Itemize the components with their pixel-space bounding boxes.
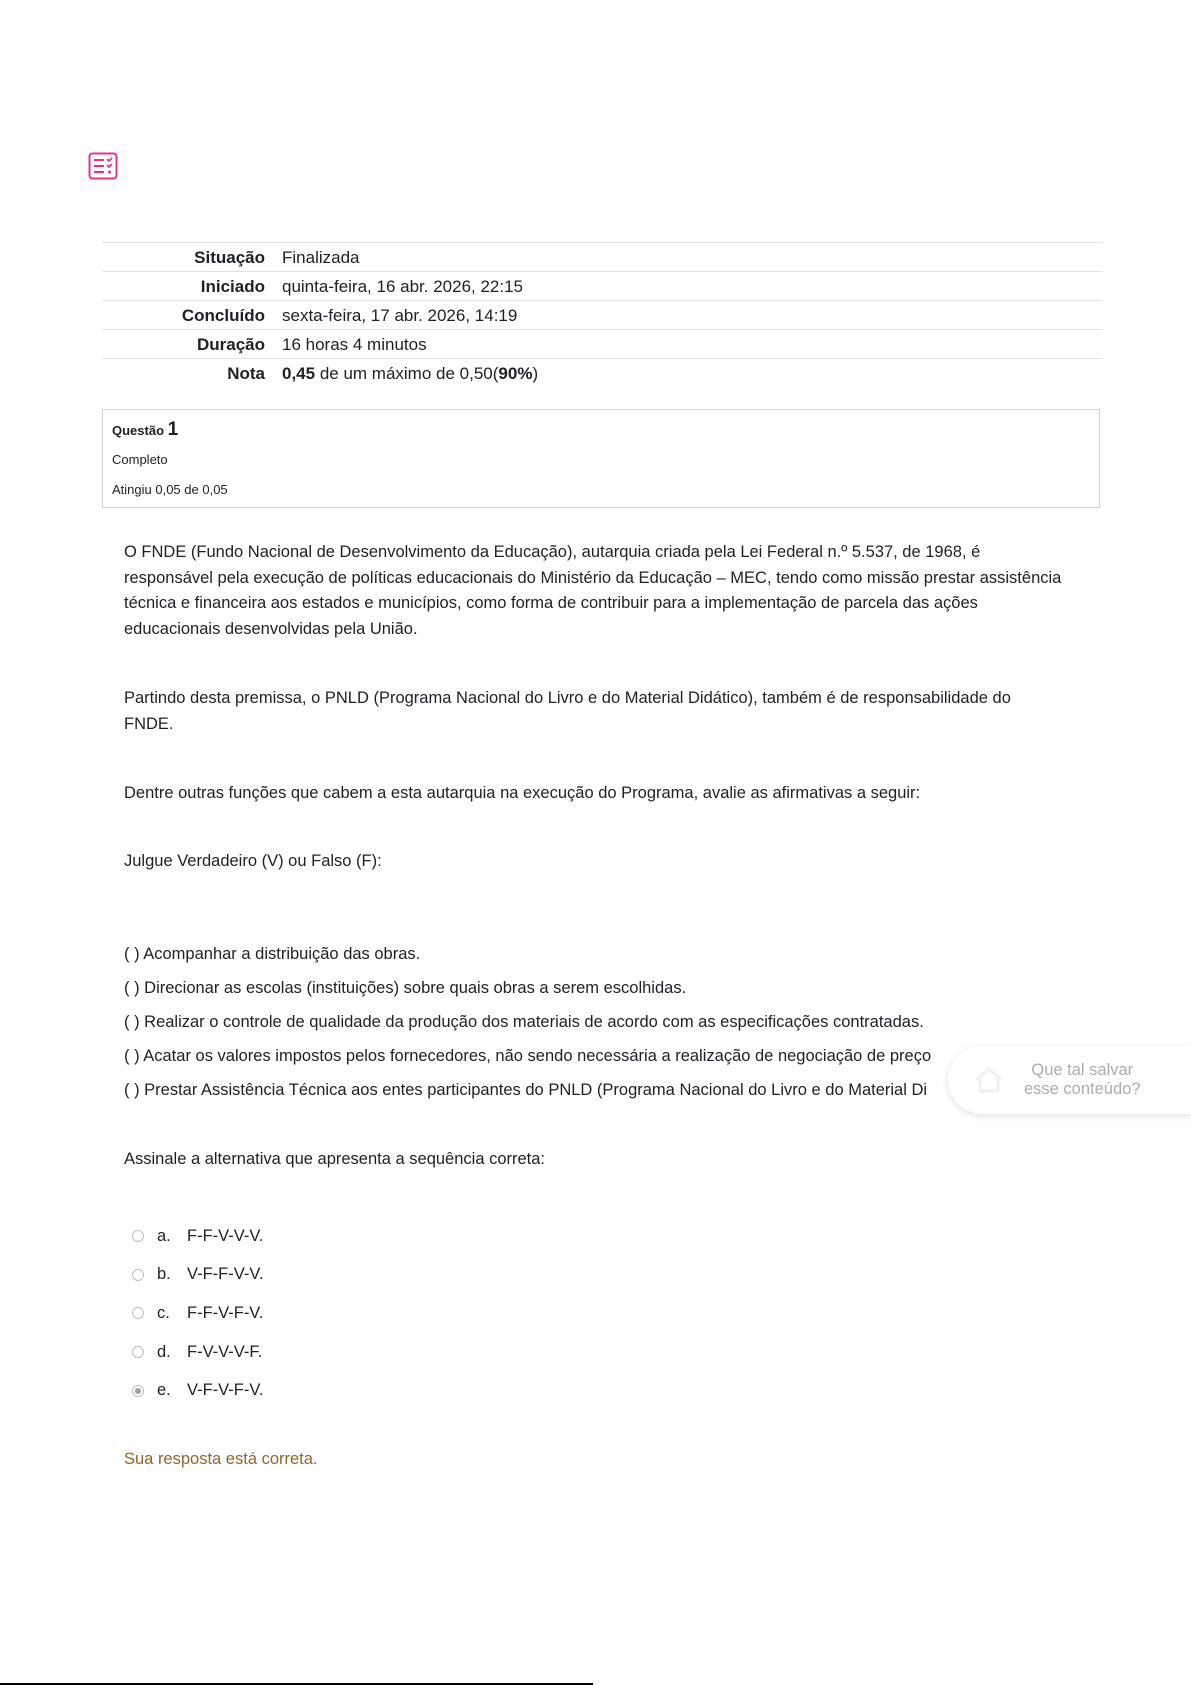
option-text: F-V-V-V-F. <box>187 1342 263 1361</box>
question-paragraph: Julgue Verdadeiro (V) ou Falso (F): <box>124 851 382 870</box>
statement-item: ( ) Prestar Assistência Técnica aos entes participantes do PNLD (Programa Nacional do Livro e do Material Di <box>124 1081 928 1099</box>
question-info-box <box>102 409 1100 508</box>
question-mark: Atingiu 0,05 de 0,05 <box>112 482 228 497</box>
radio-button[interactable] <box>132 1230 144 1242</box>
option-text: V-F-F-V-V. <box>187 1265 264 1284</box>
radio-button[interactable] <box>132 1269 144 1281</box>
question-number-value: 1 <box>167 419 179 440</box>
question-number <box>112 418 1090 442</box>
save-popup-text <box>1024 1061 1141 1099</box>
answer-option-e[interactable] <box>132 1371 263 1410</box>
radio-button[interactable] <box>132 1346 144 1358</box>
option-letter: a. <box>157 1226 171 1245</box>
option-letter: e. <box>157 1381 171 1400</box>
answer-options <box>132 1217 263 1410</box>
answer-option-b[interactable] <box>132 1256 263 1295</box>
answer-feedback: Sua resposta está correta. <box>124 1450 318 1468</box>
summary-value: Finalizada <box>282 247 360 267</box>
statement-item: ( ) Realizar o controle de qualidade da produção dos materiais de acordo com as especificações contratadas. <box>124 1013 924 1031</box>
summary-row-grade <box>102 359 1102 388</box>
statement-item: ( ) Direcionar as escolas (instituições) sobre quais obras a serem escolhidas. <box>124 979 687 997</box>
answer-option-c[interactable] <box>132 1294 263 1333</box>
answer-option-a[interactable] <box>132 1217 263 1256</box>
summary-value: quinta-feira, 16 abr. 2026, 22:15 <box>282 276 524 296</box>
save-popup-line: Que tal salvar <box>1031 1061 1134 1079</box>
summary-label: Iniciado <box>200 276 265 296</box>
statement-item: ( ) Acompanhar a distribuição das obras. <box>124 945 421 963</box>
summary-row-status <box>102 243 1102 272</box>
summary-value: sexta-feira, 17 abr. 2026, 14:19 <box>282 305 518 325</box>
grade-percent: 90% <box>498 363 533 383</box>
option-text: F-F-V-V-V. <box>187 1226 264 1245</box>
answer-option-d[interactable] <box>132 1333 263 1372</box>
option-letter: d. <box>157 1342 171 1361</box>
save-content-popup[interactable] <box>948 1046 1191 1114</box>
summary-row-started <box>102 272 1102 301</box>
save-popup-line: esse conteúdo? <box>1024 1080 1141 1098</box>
option-letter: c. <box>157 1303 170 1322</box>
option-text: F-F-V-F-V. <box>187 1303 264 1322</box>
grade-score: 0,45 <box>282 363 316 383</box>
question-state: Completo <box>112 452 168 467</box>
option-text: V-F-V-F-V. <box>187 1381 264 1400</box>
home-icon <box>972 1065 1006 1095</box>
question-prefix: Questão <box>112 423 165 438</box>
quiz-list-icon <box>88 152 118 180</box>
summary-value: 16 horas 4 minutos <box>282 334 427 354</box>
question-paragraph: O FNDE (Fundo Nacional de Desenvolvimento da Educação), autarquia criada pela Lei Federal n.º 5.537, de 1968, é responsável pela execução de políticas educacionais do Ministério da Educação – MEC, tendo como missão prestar assistência técnica e financeira aos estados e municípios, como forma de contribuir para a implementação de parcela das ações educacionais desenvolvidas pela União. <box>124 543 1062 638</box>
option-letter: b. <box>157 1265 171 1284</box>
question-paragraph: Dentre outras funções que cabem a esta autarquia na execução do Programa, avalie as afirmativas a seguir: <box>124 784 921 802</box>
statement-item: ( ) Acatar os valores impostos pelos fornecedores, não sendo necessária a realização de negociação de preço <box>124 1047 932 1065</box>
question-prompt: Assinale a alternativa que apresenta a sequência correta: <box>124 1150 546 1168</box>
attempt-summary-table <box>102 242 1102 387</box>
summary-row-duration <box>102 330 1102 359</box>
summary-row-completed <box>102 301 1102 330</box>
summary-label: Nota <box>227 363 265 383</box>
radio-button[interactable] <box>132 1307 144 1319</box>
summary-value <box>265 359 1102 388</box>
summary-label: Situação <box>194 247 265 267</box>
question-text <box>124 540 1064 874</box>
grade-mid: de um máximo de 0,50( <box>315 363 499 383</box>
summary-label: Concluído <box>181 305 265 325</box>
grade-end: ) <box>532 363 539 383</box>
question-paragraph: Partindo desta premissa, o PNLD (Programa Nacional do Livro e do Material Didático), também é de responsabilidade do FNDE. <box>124 689 1011 733</box>
summary-label: Duração <box>196 334 265 354</box>
radio-button-selected[interactable] <box>132 1385 144 1397</box>
